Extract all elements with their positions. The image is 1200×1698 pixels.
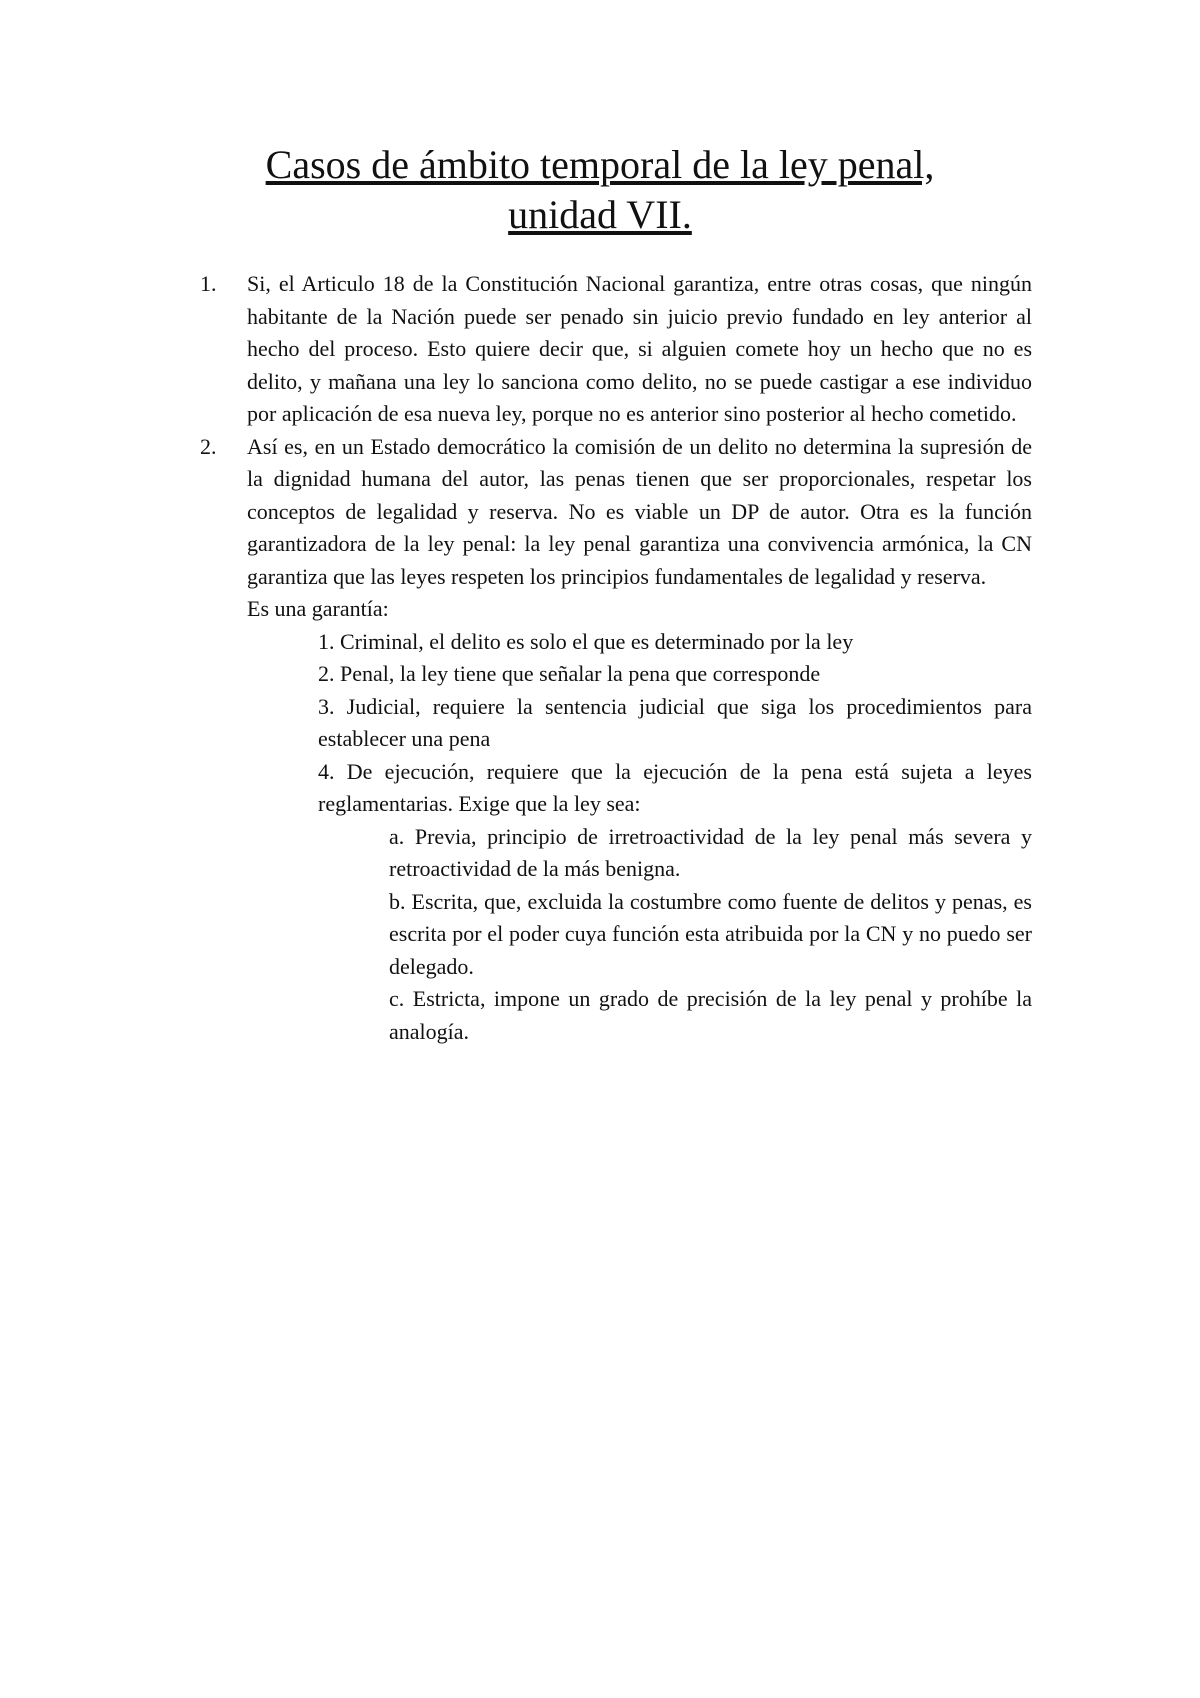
garantia-item-judicial: 3. Judicial, requiere la sentencia judicial que siga los procedimientos para establecer una pena xyxy=(318,693,1032,751)
page-title xyxy=(150,140,1050,240)
document-body xyxy=(200,268,1032,1048)
numbered-item-1 xyxy=(200,268,1032,431)
requisito-item-previa: a. Previa, principio de irretroactividad de la ley penal más severa y retroactividad de la más benigna. xyxy=(389,823,1032,881)
item-number: 2. xyxy=(200,433,217,459)
garantia-item-penal: 2. Penal, la ley tiene que señalar la pena que corresponde xyxy=(318,661,821,686)
garantias-list xyxy=(200,626,1032,821)
item-text: Así es, en un Estado democrático la comisión de un delito no determina la supresión de la dignidad humana del autor, las penas tienen que ser proporcionales, respetar los conceptos de legalidad y reserva. No es viable un DP de autor. Otra es la función garantizadora de la ley penal: la ley penal garantiza una convivencia armónica, la CN garantiza que las leyes respeten los principios fundamentales de legalidad y reserva. xyxy=(247,433,1032,589)
item-text: Si, el Articulo 18 de la Constitución Nacional garantiza, entre otras cosas, que ningún habitante de la Nación puede ser penado sin juicio previo fundado en ley anterior al hecho del proceso. Esto quiere decir que, si alguien comete hoy un hecho que no es delito, y mañana una ley lo sanciona como delito, no se puede castigar a ese individuo por aplicación de esa nueva ley, porque no es anterior sino posterior al hecho cometido. xyxy=(247,271,1032,426)
garantia-intro: Es una garantía: xyxy=(247,596,389,621)
requisito-item-escrita: b. Escrita, que, excluida la costumbre como fuente de delitos y penas, es escrita por el poder cuya función esta atribuida por la CN y no puedo ser delegado. xyxy=(389,888,1032,979)
requisito-item-estricta: c. Estricta, impone un grado de precisión de la ley penal y prohíbe la analogía. xyxy=(389,986,1032,1044)
title-line-2: unidad VII. xyxy=(508,192,692,237)
garantia-item-criminal: 1. Criminal, el delito es solo el que es determinado por la ley xyxy=(318,628,854,654)
item-number: 1. xyxy=(200,271,217,296)
title-line-1: Casos de ámbito temporal de la ley penal, xyxy=(265,142,935,187)
numbered-item-2 xyxy=(200,431,1032,594)
requisitos-list xyxy=(200,821,1032,1049)
garantia-item-ejecucion: 4. De ejecución, requiere que la ejecución de la pena está sujeta a leyes reglamentarias. Exige que la ley sea: xyxy=(318,758,1032,816)
